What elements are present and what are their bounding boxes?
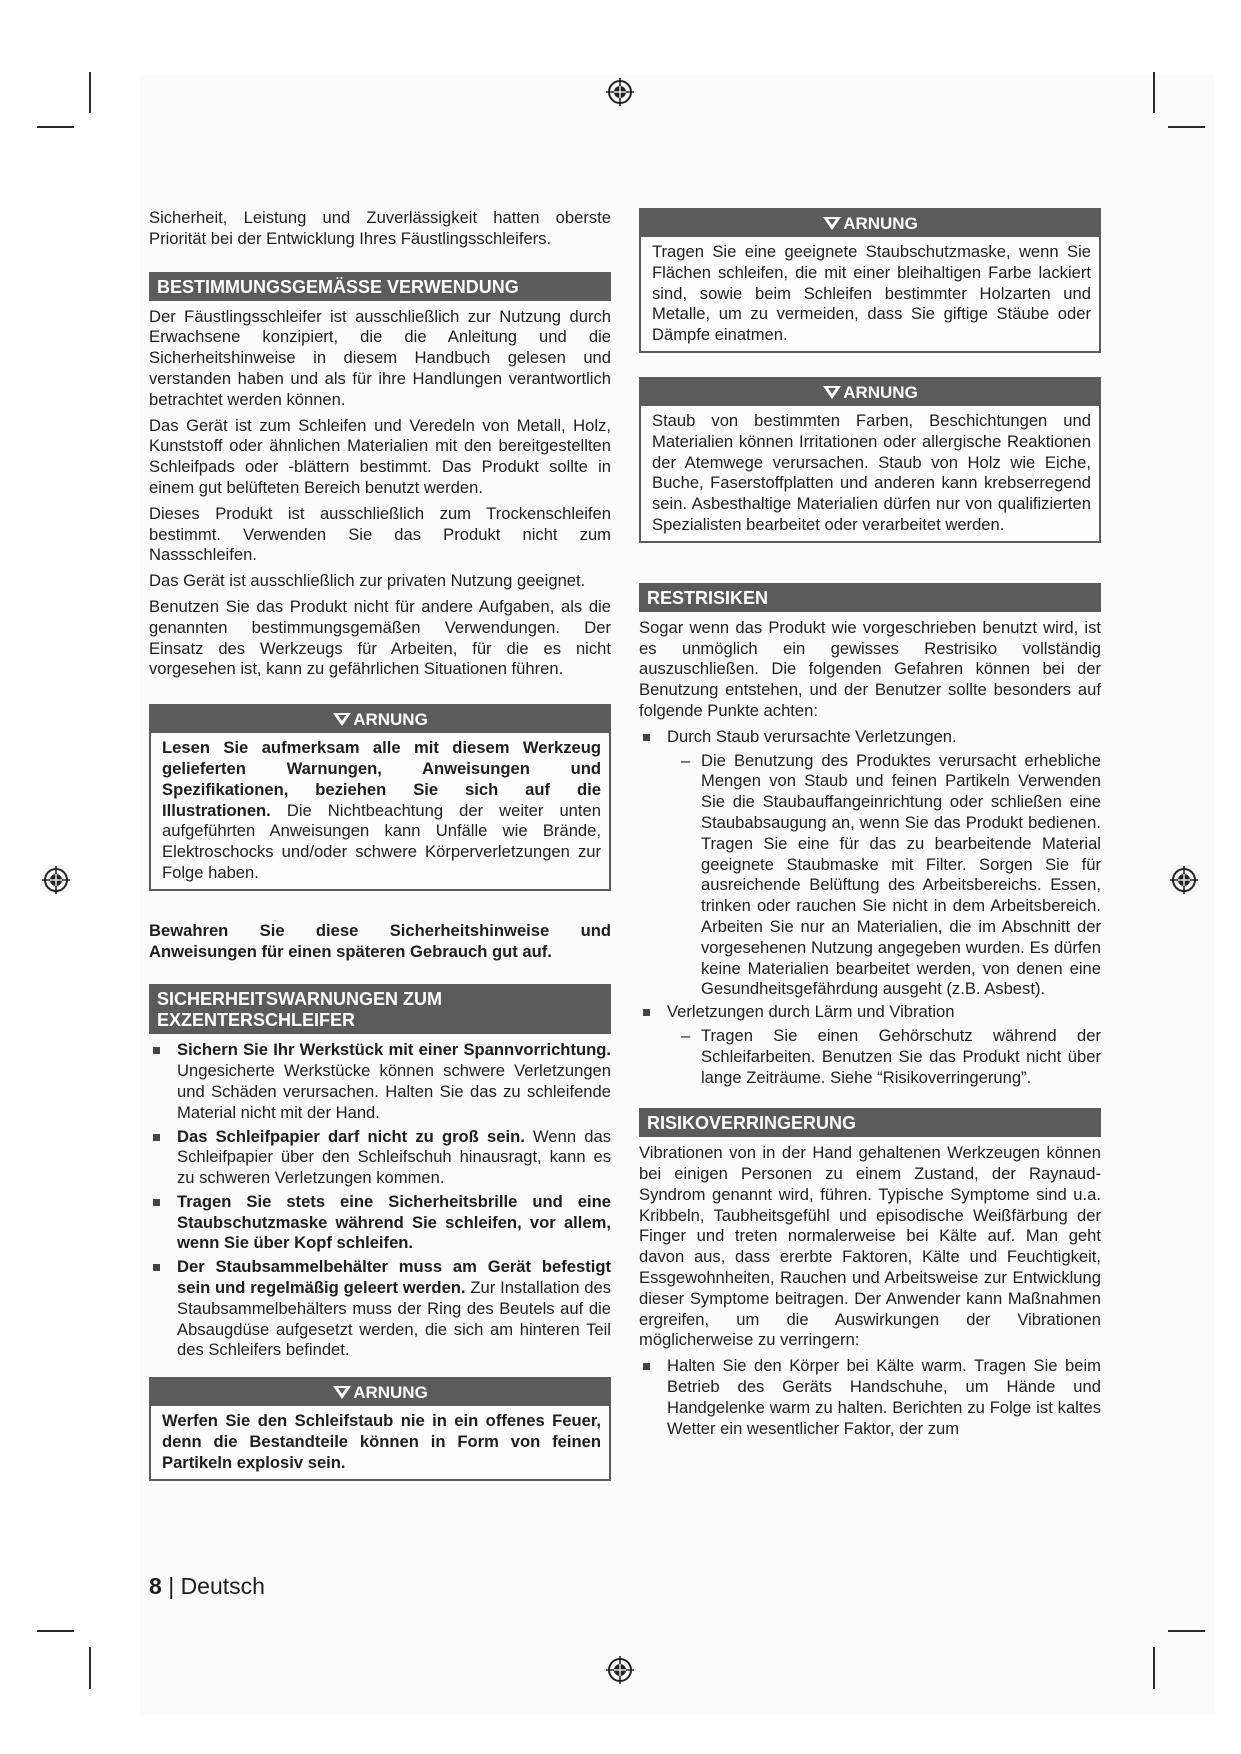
page-number: 8	[149, 1573, 162, 1599]
warning-text: Tragen Sie eine geeignete Staubschutzmaske, wenn Sie Flächen schleifen, die mit einer bleihaltigen Farbe lackiert sind, sowie beim Schleifen bestimmter Holzarten und Metalle, um zu vermeiden, dass Sie giftige Stäube oder Dämpfe einatmen.	[652, 242, 1091, 345]
crop-mark	[89, 1647, 91, 1689]
paragraph: Vibrationen von in der Hand gehaltenen Werkzeugen können bei einigen Personen zu einem Zustand, der Raynaud-Syndrom genannt wird, führen. Typische Symptome sind u.a. Kribbeln, Taubheitsgefühl und episodische Weißfärbung der Finger und treten normalerweise bei Kälte auf. Man geht davon aus, dass ererbte Faktoren, Kälte und Feuchtigkeit, Essgewohnheiten, Rauchen und Arbeitsweise zur Entwicklung dieser Symptome beitragen. Der Anwender kann Maßnahmen ergreifen, um die Auswirkungen der Vibrationen möglicherweise zu verringern:	[639, 1143, 1101, 1350]
warning-triangle-icon	[822, 385, 842, 400]
warning-header	[151, 1379, 609, 1406]
list-item	[149, 1257, 611, 1361]
paragraph: Benutzen Sie das Produkt nicht für andere Aufgaben, als die genannten bestimmungsgemäßen Verwendungen. Der Einsatz des Werkzeugs für Arbeiten, für die es nicht vorgesehen ist, kann zu gefährlichen Situationen führen.	[149, 596, 611, 679]
crop-mark	[37, 1630, 74, 1632]
crop-mark	[1168, 1630, 1205, 1632]
warning-title: ARNUNG	[843, 382, 918, 402]
crop-mark	[37, 126, 74, 128]
warning-bold-text: Lesen Sie aufmerksam alle mit diesem Werkzeug gelieferten Warnungen, Anweisungen und Spezifikationen, beziehen Sie sich auf die Illustrationen.	[162, 738, 601, 820]
warning-bold-text: Werfen Sie den Schleifstaub nie in ein offenes Feuer, denn die Bestandteile können in Form von feinen Partikeln explosiv sein.	[162, 1411, 601, 1472]
warning-triangle-icon	[332, 712, 352, 727]
list-item-text: Halten Sie den Körper bei Kälte warm. Tragen Sie beim Betrieb des Geräts Handschuhe, um Hände und Handgelenke warm zu halten. Berichten zu Folge ist kaltes Wetter ein wesentlicher Faktor, der zum	[667, 1356, 1101, 1438]
warning-body	[151, 733, 609, 889]
crop-mark	[1168, 126, 1205, 128]
registration-mark-icon	[42, 866, 70, 894]
footer-separator: |	[168, 1573, 175, 1599]
warning-box	[639, 208, 1101, 353]
right-column	[639, 208, 1101, 1442]
list-item	[639, 1002, 1101, 1023]
warning-triangle-icon	[822, 216, 842, 231]
warning-header	[641, 210, 1099, 237]
list-item-bold: Sichern Sie Ihr Werkstück mit einer Spannvorrichtung.	[177, 1040, 611, 1060]
vibration-list	[639, 1356, 1101, 1439]
warning-header	[641, 379, 1099, 406]
list-item-bold: Das Schleifpapier darf nicht zu groß sein.	[177, 1126, 525, 1146]
list-item-text: Zur Installation des Staubsammelbehälters muss der Ring des Beutels auf die Absaugdüse aufgesetzt werden, die sich am hinteren Teil des Schleifers befindet.	[177, 1278, 611, 1360]
warning-triangle-icon	[332, 1385, 352, 1400]
section-title-intended-use: BESTIMMUNGSGEMÄSSE VERWENDUNG	[149, 272, 611, 301]
warning-header	[151, 706, 609, 733]
sub-list-item: – Tragen Sie einen Gehörschutz während der Schleifarbeiten. Benutzen Sie das Produkt nicht über lange Zeiträume. Siehe “Risikoverringerung”.	[667, 1026, 1101, 1088]
warning-body	[641, 406, 1099, 541]
list-item	[639, 727, 1101, 748]
warning-title: ARNUNG	[353, 710, 428, 730]
list-item	[639, 1356, 1101, 1439]
intro-paragraph: Sicherheit, Leistung und Zuverlässigkeit hatten oberste Priorität bei der Entwicklung Ihres Fäustlingsschleifers.	[149, 208, 611, 248]
paragraph: Der Fäustlingsschleifer ist ausschließlich zur Nutzung durch Erwachsene konzipiert, die die Anleitung und die Sicherheitshinweise in diesem Handbuch gelesen und verstanden haben und als für ihre Handlungen verantwortlich betrachtet werden können.	[149, 306, 611, 409]
paragraph: Dieses Produkt ist ausschließlich zum Trockenschleifen bestimmt. Verwenden Sie das Produkt nicht zum Nassschleifen.	[149, 503, 611, 565]
crop-mark	[1153, 1647, 1155, 1689]
section-title-safety-warnings: SICHERHEITSWARNUNGEN ZUM EXZENTERSCHLEIFER	[149, 984, 611, 1034]
footer-language: Deutsch	[180, 1573, 265, 1599]
list-item	[149, 1192, 611, 1254]
list-item-text: Wenn das Schleifpapier über den Schleifschuh hinausragt, kann es zu schweren Verletzungen kommen.	[177, 1126, 611, 1188]
warning-text: Die Nichtbeachtung der weiter unten aufgeführten Anweisungen kann Unfälle wie Brände, Elektroschocks und/oder schwere Körperverletzungen zur Folge haben.	[162, 800, 601, 882]
list-item-bold: Der Staubsammelbehälter muss am Gerät befestigt sein und regelmäßig geleert werden.	[177, 1257, 611, 1298]
keep-instructions-note: Bewahren Sie diese Sicherheitshinweise und Anweisungen für einen späteren Gebrauch gut auf.	[149, 920, 611, 961]
crop-mark	[1153, 72, 1155, 113]
paragraph: Sogar wenn das Produkt wie vorgeschrieben benutzt wird, ist es unmöglich ein gewisses Restrisiko vollständig auszuschließen. Die folgenden Gefahren können bei der Benutzung entstehen, und der Benutzer sollte besonders auf folgende Punkte achten:	[639, 617, 1101, 720]
list-item-bold: Tragen Sie stets eine Sicherheitsbrille und eine Staubschutzmaske während Sie schleifen, vor allem, wenn Sie über Kopf schleifen.	[177, 1191, 611, 1253]
list-item-text: Verletzungen durch Lärm und Vibration	[667, 1002, 955, 1022]
risk-list	[639, 727, 1101, 748]
warning-box	[639, 377, 1101, 543]
registration-mark-icon	[606, 78, 634, 106]
warning-title: ARNUNG	[843, 214, 918, 233]
warning-body	[151, 1406, 609, 1478]
section-title-risk-reduction: RISIKOVERRINGERUNG	[639, 1108, 1101, 1137]
paragraph: Das Gerät ist ausschließlich zur privaten Nutzung geeignet.	[149, 571, 586, 591]
list-item-text: Durch Staub verursachte Verletzungen.	[667, 726, 957, 746]
list-item-text: Ungesicherte Werkstücke können schwere Verletzungen und Schäden verursachen. Halten Sie das zu schleifende Material nicht mit der Hand.	[177, 1061, 611, 1122]
section-title-residual-risks: RESTRISIKEN	[639, 583, 1101, 612]
risk-list	[639, 1002, 1101, 1023]
warning-box	[149, 1377, 611, 1480]
registration-mark-icon	[1170, 866, 1198, 894]
sub-list-item: – Die Benutzung des Produktes verursacht erhebliche Mengen von Staub und feinen Partikeln Verwenden Sie die Staubauffangeinrichtung oder schließen eine Staubabsaugung an, wenn Sie das Produkt bedienen. Tragen Sie eine für das zu bearbeitende Material geeignete Staubmaske mit Filter. Sorgen Sie für ausreichende Belüftung des Arbeitsbereichs. Essen, trinken oder rauchen Sie nicht in dem Arbeitsbereich. Arbeiten Sie nur an Materialien, die im Abschnitt der vorgesehenen Nutzung angegeben wurden. Es dürfen keine Materialien bearbeitet werden, von denen eine Gesundheitsgefährdung ausgeht (z.B. Asbest).	[667, 751, 1101, 1001]
list-item	[149, 1127, 611, 1189]
registration-mark-icon	[606, 1656, 634, 1684]
warning-box	[149, 704, 611, 891]
list-item	[149, 1040, 611, 1123]
left-column	[149, 208, 611, 1481]
safety-list	[149, 1040, 611, 1361]
warning-text: Staub von bestimmten Farben, Beschichtungen und Materialien können Irritationen oder allergische Reaktionen der Atemwege verursachen. Staub von Holz wie Eiche, Buche, Faserstoffplatten und anderen kann krebserregend sein. Asbesthaltige Materialien dürfen nur von qualifizierten Spezialisten bearbeitet oder verarbeitet werden.	[652, 410, 1091, 534]
page-footer	[149, 1573, 265, 1600]
warning-title: ARNUNG	[353, 1383, 428, 1403]
warning-body	[641, 237, 1099, 351]
crop-mark	[89, 72, 91, 113]
paragraph: Das Gerät ist zum Schleifen und Veredeln von Metall, Holz, Kunststoff oder ähnlichen Materialien mit den bereitgestellten Schleifpads oder -blättern bestimmt. Das Produkt sollte in einem gut belüfteten Bereich benutzt werden.	[149, 415, 611, 497]
